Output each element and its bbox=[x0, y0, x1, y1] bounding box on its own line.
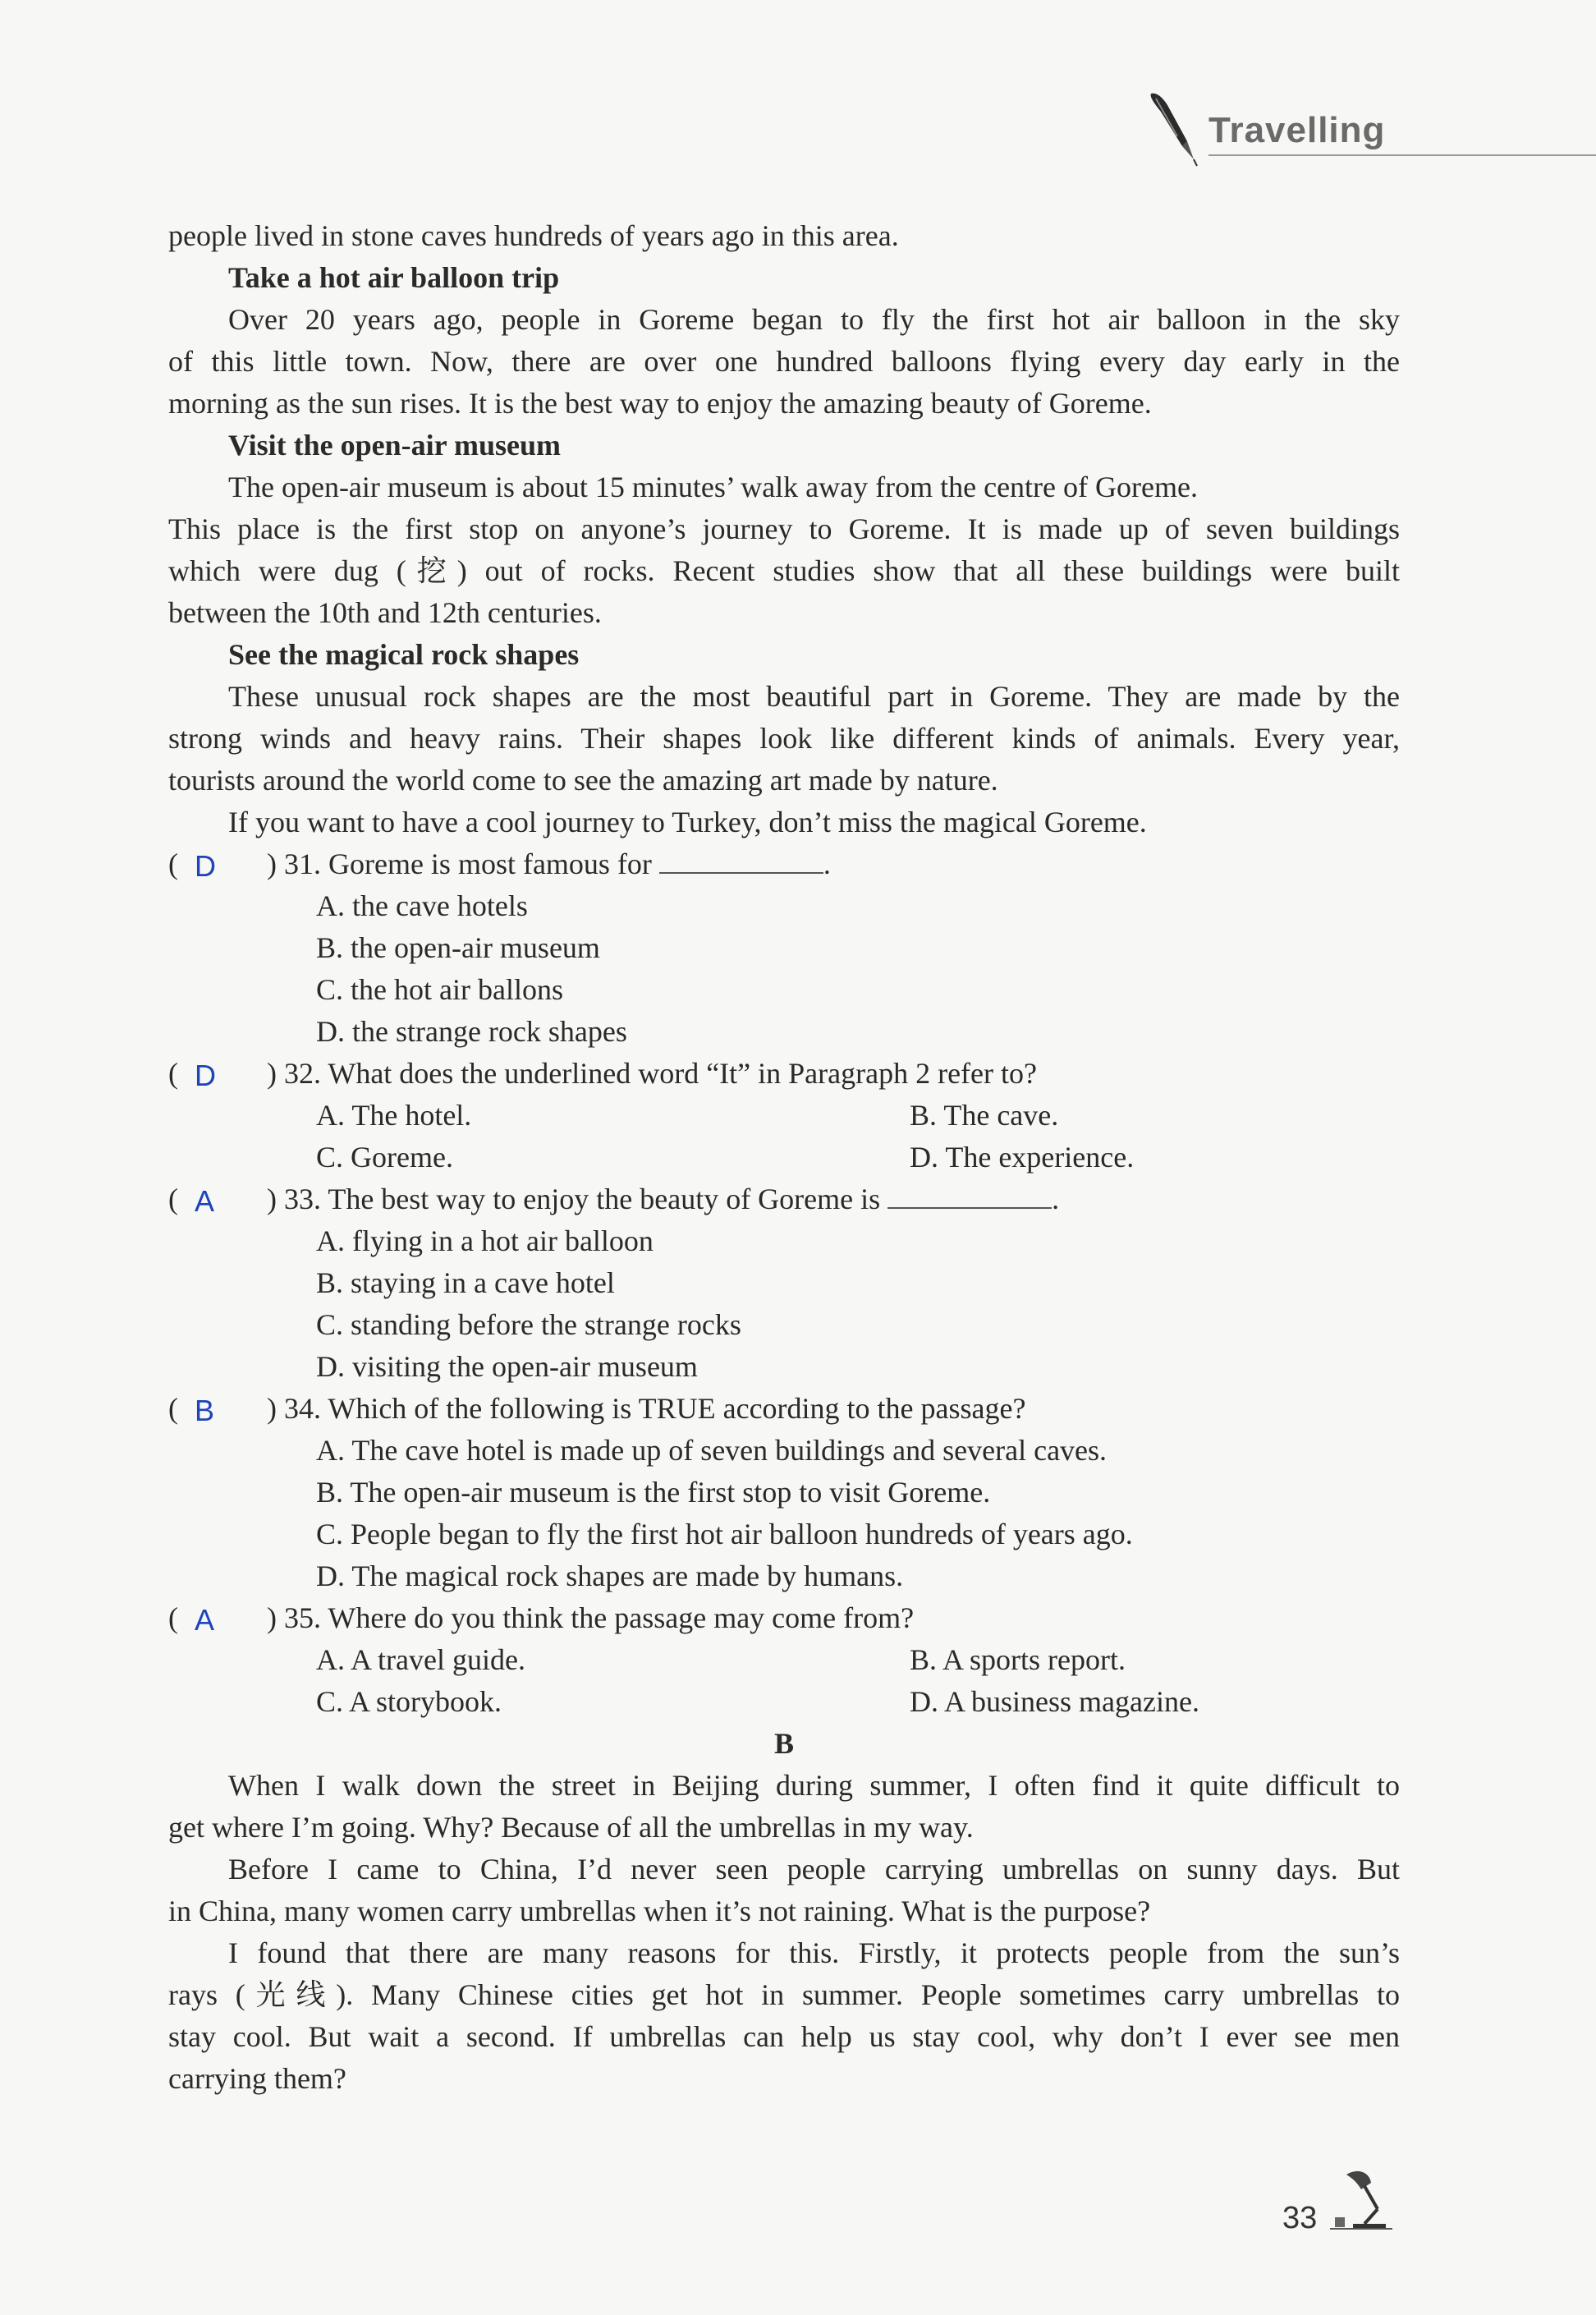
option-a: A. The cave hotel is made up of seven buildings and several caves. bbox=[316, 1434, 1108, 1467]
text-line: Over 20 years ago, people in Goreme began to fly the first hot air balloon in the sky bbox=[228, 303, 1400, 336]
question-31 bbox=[168, 843, 1400, 885]
text-line: stay cool. But wait a second. If umbrellas can help us stay cool, why don’t I ever see men bbox=[168, 2020, 1400, 2053]
bracket-open: ( bbox=[168, 1601, 178, 1634]
section-heading: See the magical rock shapes bbox=[228, 638, 580, 671]
text-line: get where I’m going. Why? Because of all the umbrellas in my way. bbox=[168, 1811, 974, 1844]
option-row bbox=[168, 1639, 1400, 1681]
pen-icon bbox=[1144, 90, 1202, 168]
bracket-open: ( bbox=[168, 1183, 178, 1215]
text-line: between the 10th and 12th centuries. bbox=[168, 596, 602, 629]
option-c: C. People began to fly the first hot air balloon hundreds of years ago. bbox=[316, 1518, 1133, 1550]
answer-mark: A bbox=[195, 1603, 215, 1637]
text-line: Before I came to China, I’d never seen people carrying umbrellas on sunny days. But bbox=[228, 1853, 1400, 1886]
text-line: of this little town. Now, there are over one hundred balloons flying every day early in the bbox=[168, 345, 1400, 378]
section-heading: Take a hot air balloon trip bbox=[228, 261, 560, 294]
answer-blank bbox=[887, 1183, 1052, 1209]
question-text: ) 33. The best way to enjoy the beauty of Goreme is . bbox=[267, 1183, 1060, 1215]
page-number: 33 bbox=[1282, 2201, 1318, 2235]
question-34 bbox=[168, 1388, 1400, 1430]
question-33 bbox=[168, 1178, 1400, 1220]
option-b: B. A sports report. bbox=[910, 1643, 1126, 1676]
text-column bbox=[168, 215, 1400, 2100]
option-d: D. visiting the open-air museum bbox=[316, 1350, 698, 1383]
option-d: D. The magical rock shapes are made by humans. bbox=[316, 1559, 904, 1592]
question-text: ) 31. Goreme is most famous for . bbox=[267, 847, 831, 880]
option-a: A. the cave hotels bbox=[316, 889, 528, 922]
text-line: I found that there are many reasons for this. Firstly, it protects people from the sun’s bbox=[228, 1936, 1400, 1969]
answer-mark: B bbox=[195, 1394, 215, 1427]
header-rule bbox=[1208, 154, 1596, 156]
question-35 bbox=[168, 1597, 1400, 1639]
question-32 bbox=[168, 1053, 1400, 1095]
bracket-open: ( bbox=[168, 1057, 178, 1090]
text-line: carrying them? bbox=[168, 2062, 346, 2095]
text-line: rays (光线). Many Chinese cities get hot in summer. People sometimes carry umbrellas to bbox=[168, 1978, 1400, 2011]
section-heading: Visit the open-air museum bbox=[228, 429, 561, 462]
question-prompt: ) 34. Which of the following is TRUE according to the passage? bbox=[267, 1392, 1026, 1425]
option-a: A. The hotel. bbox=[316, 1099, 472, 1132]
text-line: people lived in stone caves hundreds of years ago in this area. bbox=[168, 219, 899, 252]
option-row bbox=[168, 1681, 1400, 1723]
option-d: D. the strange rock shapes bbox=[316, 1015, 627, 1048]
bracket-open: ( bbox=[168, 847, 178, 880]
text-line: which were dug (挖) out of rocks. Recent studies show that all these buildings were built bbox=[168, 554, 1400, 587]
option-c: C. Goreme. bbox=[316, 1141, 453, 1174]
answer-mark: D bbox=[195, 849, 216, 883]
question-prompt: ) 32. What does the underlined word “It” in Paragraph 2 refer to? bbox=[267, 1057, 1037, 1090]
text-line: When I walk down the street in Beijing during summer, I often find it quite difficult to bbox=[228, 1769, 1400, 1802]
option-c: C. the hot air ballons bbox=[316, 973, 563, 1006]
question-prompt: ) 33. The best way to enjoy the beauty of Goreme is bbox=[267, 1183, 881, 1215]
option-c: C. standing before the strange rocks bbox=[316, 1308, 741, 1341]
header-title: Travelling bbox=[1208, 110, 1386, 150]
option-c: C. A storybook. bbox=[316, 1685, 502, 1718]
option-row bbox=[168, 1137, 1400, 1178]
answer-mark: A bbox=[195, 1184, 215, 1218]
desk-lamp-icon bbox=[1328, 2168, 1394, 2234]
answer-mark: D bbox=[195, 1059, 216, 1092]
option-b: B. staying in a cave hotel bbox=[316, 1266, 615, 1299]
passage-b-heading: B bbox=[773, 1727, 794, 1760]
question-prompt: ) 35. Where do you think the passage may come from? bbox=[267, 1601, 915, 1634]
option-a: A. flying in a hot air balloon bbox=[316, 1224, 654, 1257]
text-line: The open-air museum is about 15 minutes’ walk away from the centre of Goreme. bbox=[228, 471, 1198, 503]
page-header bbox=[1136, 90, 1596, 164]
option-a: A. A travel guide. bbox=[316, 1643, 525, 1676]
text-line: If you want to have a cool journey to Turkey, don’t miss the magical Goreme. bbox=[228, 806, 1147, 838]
option-b: B. the open-air museum bbox=[316, 931, 600, 964]
option-b: B. The open-air museum is the first stop to visit Goreme. bbox=[316, 1476, 991, 1509]
text-line: tourists around the world come to see the amazing art made by nature. bbox=[168, 764, 998, 797]
option-b: B. The cave. bbox=[910, 1099, 1059, 1132]
text-line: in China, many women carry umbrellas when it’s not raining. What is the purpose? bbox=[168, 1895, 1151, 1927]
answer-blank bbox=[659, 847, 823, 874]
option-d: D. A business magazine. bbox=[910, 1685, 1199, 1718]
text-line: These unusual rock shapes are the most beautiful part in Goreme. They are made by the bbox=[228, 680, 1400, 713]
option-d: D. The experience. bbox=[910, 1141, 1135, 1174]
text-line: strong winds and heavy rains. Their shapes look like different kinds of animals. Every year, bbox=[168, 722, 1400, 755]
text-line: This place is the first stop on anyone’s journey to Goreme. It is made up of seven buildings bbox=[168, 512, 1400, 545]
bracket-open: ( bbox=[168, 1392, 178, 1425]
text-line: morning as the sun rises. It is the best way to enjoy the amazing beauty of Goreme. bbox=[168, 387, 1152, 420]
question-prompt: ) 31. Goreme is most famous for bbox=[267, 847, 652, 880]
option-row bbox=[168, 1095, 1400, 1137]
